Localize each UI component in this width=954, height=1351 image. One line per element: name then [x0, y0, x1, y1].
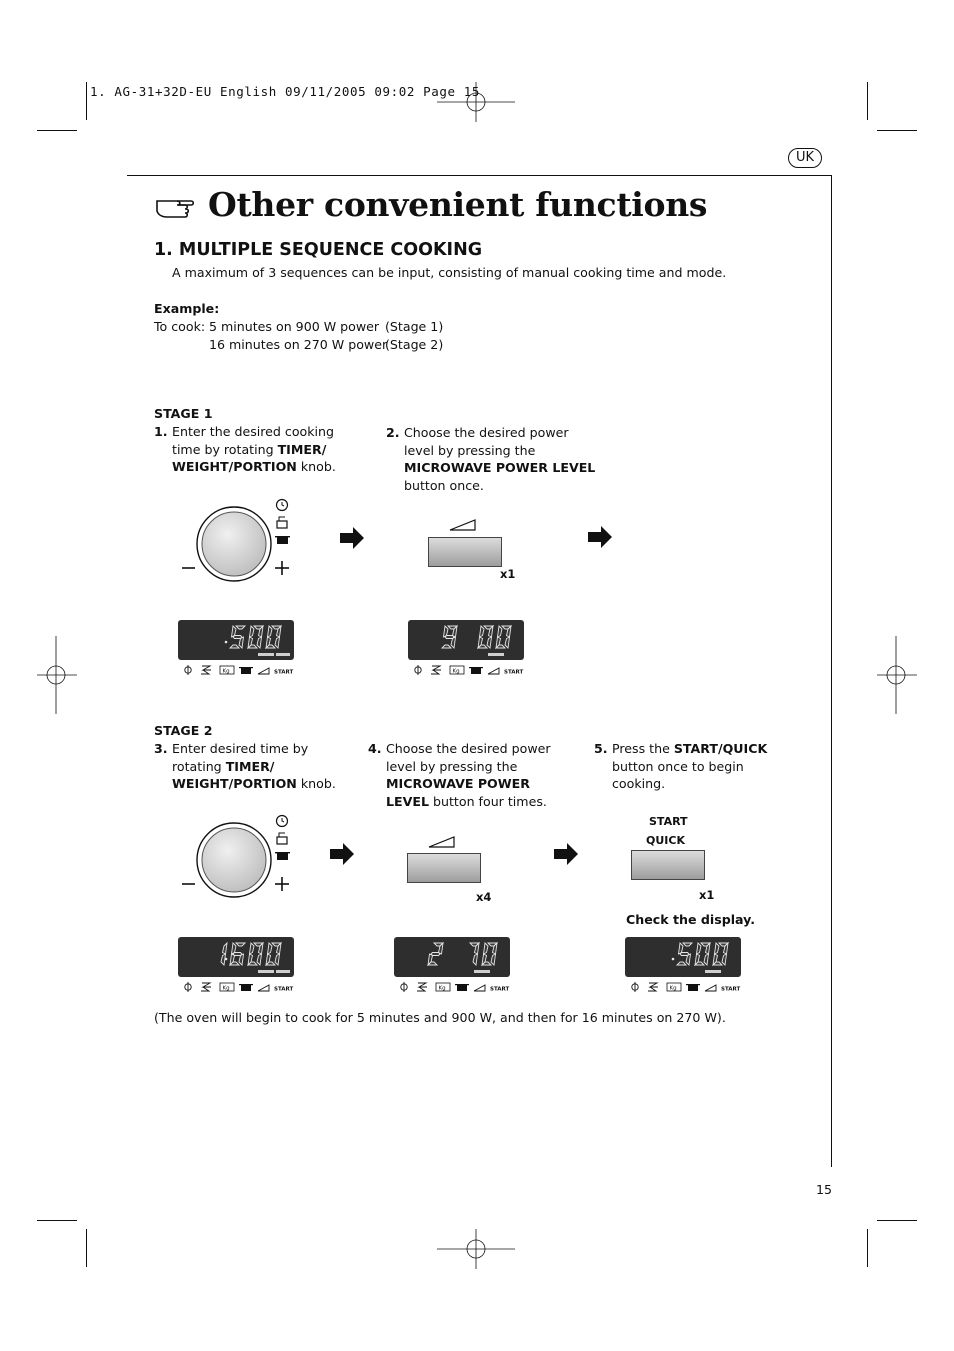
microwave-power-level-button[interactable]	[407, 853, 481, 883]
lcd-segment	[697, 943, 702, 954]
example-line-2: 16 minutes on 270 W power	[209, 337, 388, 352]
lcd-segment	[722, 954, 727, 965]
pointing-hand-icon	[155, 193, 197, 219]
auto-cook-icon	[201, 666, 211, 674]
lcd-colon-dot	[225, 641, 228, 644]
start-indicator-label: START	[274, 669, 294, 676]
lcd-status-bar	[258, 653, 274, 656]
start-quick-button[interactable]	[631, 850, 705, 880]
lcd-segment	[480, 626, 485, 637]
step-text-bold: TIMER/	[277, 441, 327, 457]
auto-cook-icon	[417, 983, 427, 991]
step-text-bold: MICROWAVE POWER LEVEL	[404, 460, 596, 476]
top-rule	[127, 175, 832, 176]
lcd-segment	[268, 626, 273, 637]
indicator-icon-row	[630, 978, 742, 997]
lcd-segment	[498, 626, 503, 637]
timer-weight-portion-knob[interactable]	[178, 813, 298, 903]
display-panel	[178, 937, 294, 977]
stage-1-label: STAGE 1	[154, 406, 213, 421]
check-display-note: Check the display.	[626, 912, 755, 927]
display-panel	[625, 937, 741, 977]
microwave-power-level-button[interactable]	[428, 537, 502, 567]
crop-mark	[37, 1220, 77, 1221]
lcd-colon-dot	[672, 958, 675, 961]
step-text-bold: LEVEL	[386, 793, 430, 809]
crop-mark	[37, 130, 77, 131]
defrost-icon	[415, 665, 421, 675]
defrost-icon	[185, 665, 191, 675]
lcd-segment	[236, 626, 245, 629]
registration-mark-bottom	[437, 1229, 517, 1269]
arrow-right-icon	[330, 843, 356, 865]
print-header: 1. AG-31+32D-EU English 09/11/2005 09:02 Page 15	[90, 84, 481, 99]
arrow-right-icon	[588, 526, 614, 548]
crop-mark	[877, 130, 917, 131]
auto-cook-icon	[431, 666, 441, 674]
step-number: 2.	[386, 425, 400, 440]
display-panel	[178, 620, 294, 660]
oven-mode-icon	[455, 984, 469, 991]
lcd-segment	[442, 645, 451, 648]
step-3	[154, 740, 336, 792]
step-text: rotating	[172, 758, 226, 774]
lcd-segment	[445, 636, 454, 639]
lcd-segment	[275, 637, 280, 648]
step-number: 3.	[154, 741, 168, 756]
footer-note: (The oven will begin to cook for 5 minutes and 900 W, and then for 16 minutes on 270 W).	[154, 1010, 726, 1025]
weight-kg-icon	[450, 666, 464, 675]
lcd-segment	[257, 637, 262, 648]
oven-mode-icon	[469, 667, 483, 674]
arrow-right-icon	[554, 843, 580, 865]
step-number: 5.	[594, 741, 608, 756]
svg-text:Kg: Kg	[669, 985, 677, 992]
auto-cook-icon	[648, 983, 658, 991]
step-5	[594, 740, 768, 792]
indicator-icons	[399, 981, 511, 993]
example-line-1: 5 minutes on 900 W power	[209, 319, 380, 334]
start-indicator-label: START	[274, 986, 294, 993]
lcd-status-bar	[488, 653, 504, 656]
step-text-bold: TIMER/	[225, 758, 275, 774]
right-rule	[831, 175, 832, 1167]
lcd-segment	[683, 943, 692, 946]
indicator-icons	[183, 981, 295, 993]
page-title: Other convenient functions	[208, 185, 708, 224]
indicator-icons	[413, 664, 525, 676]
lcd-status-bar	[474, 970, 490, 973]
step-text: level by pressing the	[386, 758, 518, 774]
lcd-status-bar	[276, 970, 290, 973]
example-label: Example:	[154, 301, 220, 316]
stage-2-label: STAGE 2	[154, 723, 213, 738]
lcd-digits	[178, 937, 294, 977]
defrost-icon	[401, 982, 407, 992]
lcd-segment	[487, 637, 492, 648]
oven-mode-icon	[686, 984, 700, 991]
example-line-2-stage: (Stage 2)	[385, 337, 444, 352]
step-text: button once.	[404, 477, 484, 493]
svg-text:Kg: Kg	[222, 985, 230, 992]
power-level-icon	[448, 518, 478, 532]
step-text: Press the	[612, 741, 674, 756]
lcd-segment	[250, 626, 255, 637]
lcd-segment	[275, 954, 280, 965]
display-panel	[394, 937, 510, 977]
step-text: knob.	[296, 459, 336, 475]
lcd-segment	[715, 943, 720, 954]
indicator-icon-row	[183, 978, 295, 997]
weight-kg-icon	[436, 983, 450, 992]
lcd-segment	[677, 962, 686, 965]
arrow-right-icon	[340, 527, 366, 549]
oven-mode-icon	[239, 667, 253, 674]
step-text: Choose the desired power	[404, 425, 569, 440]
lcd-digits	[178, 620, 294, 660]
power-level-icon	[705, 985, 716, 991]
lcd-segment	[223, 943, 228, 954]
crop-mark	[867, 82, 868, 120]
press-count: x4	[476, 890, 492, 904]
auto-cook-icon	[201, 983, 211, 991]
svg-text:Kg: Kg	[222, 668, 230, 675]
weight-kg-icon	[667, 983, 681, 992]
power-level-icon	[427, 835, 457, 849]
step-text: Enter desired time by	[172, 741, 309, 756]
step-text: level by pressing the	[404, 442, 536, 458]
lcd-segment	[473, 954, 478, 965]
lcd-segment	[484, 943, 489, 954]
crop-mark	[86, 1229, 87, 1267]
step-1	[154, 423, 336, 475]
lcd-digits	[408, 620, 524, 660]
lcd-segment	[230, 645, 239, 648]
lcd-segment	[257, 954, 262, 965]
step-text-bold: MICROWAVE POWER	[386, 776, 530, 792]
example-line-1-stage: (Stage 1)	[385, 319, 444, 334]
defrost-icon	[632, 982, 638, 992]
lcd-segment	[704, 954, 709, 965]
page-number: 15	[816, 1182, 833, 1197]
quick-label: QUICK	[646, 834, 685, 847]
lcd-colon-dot	[225, 958, 228, 961]
step-text: button four times.	[429, 793, 547, 809]
step-text: knob.	[296, 776, 336, 792]
step-text-bold: START/QUICK	[673, 741, 768, 756]
lcd-status-bar	[258, 970, 274, 973]
step-text-bold: WEIGHT/PORTION	[172, 459, 297, 475]
language-badge: UK	[788, 148, 822, 168]
indicator-icon-row	[399, 978, 511, 997]
svg-text:Kg: Kg	[452, 668, 460, 675]
step-text-bold: WEIGHT/PORTION	[172, 776, 297, 792]
lcd-status-bar	[705, 970, 721, 973]
step-number: 4.	[368, 741, 382, 756]
weight-kg-icon	[220, 983, 234, 992]
press-count: x1	[500, 567, 516, 581]
indicator-icons	[183, 664, 295, 676]
step-4	[368, 740, 551, 809]
crop-mark	[86, 82, 87, 120]
indicator-icons	[630, 981, 742, 993]
step-text: Enter the desired cooking	[172, 424, 335, 439]
section-intro: A maximum of 3 sequences can be input, consisting of manual cooking time and mode.	[172, 265, 727, 280]
lcd-digits	[394, 937, 510, 977]
svg-text:Kg: Kg	[438, 985, 446, 992]
lcd-segment	[491, 954, 496, 965]
step-2	[386, 424, 596, 493]
power-level-icon	[488, 668, 499, 674]
step-number: 1.	[154, 424, 168, 439]
lcd-segment	[250, 943, 255, 954]
press-count: x1	[699, 888, 715, 902]
display-panel	[408, 620, 524, 660]
registration-mark-right	[877, 636, 917, 714]
defrost-icon	[185, 982, 191, 992]
start-indicator-label: START	[504, 669, 524, 676]
step-text: cooking.	[612, 776, 666, 792]
lcd-segment	[505, 637, 510, 648]
section-heading: 1. MULTIPLE SEQUENCE COOKING	[154, 240, 483, 260]
power-level-icon	[258, 668, 269, 674]
start-indicator-label: START	[490, 986, 510, 993]
start-label: START	[649, 815, 688, 828]
example-prefix: To cook:	[154, 319, 206, 334]
lcd-digits	[625, 937, 741, 977]
timer-weight-portion-knob[interactable]	[178, 497, 298, 587]
lcd-segment	[236, 943, 245, 946]
indicator-icon-row	[413, 661, 525, 680]
step-text: button once to begin	[612, 758, 744, 774]
crop-mark	[867, 1229, 868, 1267]
registration-mark-left	[37, 636, 77, 714]
start-indicator-label: START	[721, 986, 741, 993]
lcd-status-bar	[276, 653, 290, 656]
indicator-icon-row	[183, 661, 295, 680]
power-level-icon	[474, 985, 485, 991]
crop-mark	[877, 1220, 917, 1221]
weight-kg-icon	[220, 666, 234, 675]
oven-mode-icon	[239, 984, 253, 991]
step-text: Choose the desired power	[386, 741, 551, 756]
step-text: time by rotating	[172, 441, 278, 457]
lcd-segment	[268, 943, 273, 954]
power-level-icon	[258, 985, 269, 991]
